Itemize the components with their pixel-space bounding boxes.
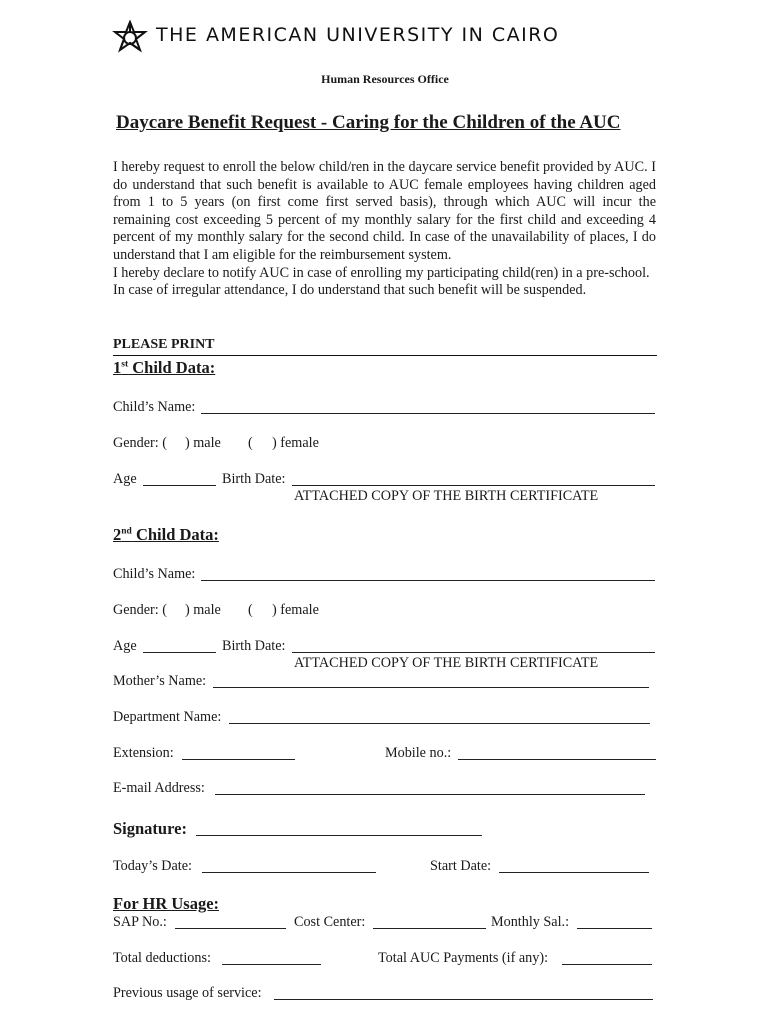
child2-heading bbox=[113, 525, 219, 545]
mother-name-field[interactable] bbox=[213, 687, 649, 688]
signature-label: Signature: bbox=[113, 819, 187, 838]
extension-label: Extension: bbox=[113, 745, 174, 761]
monthly-salary-label: Monthly Sal.: bbox=[491, 914, 570, 930]
section-divider bbox=[113, 355, 657, 356]
child2-age-label: Age bbox=[113, 638, 137, 654]
child2-ordinal: nd bbox=[121, 526, 132, 537]
child1-age-label: Age bbox=[113, 471, 137, 487]
intro-paragraph: I hereby declare to notify AUC in case of enrolling my participating child(ren) in a pre-school. bbox=[113, 264, 650, 281]
intro-paragraph: I hereby request to enroll the below child/ren in the daycare service benefit provided by AUC. I do understand that such benefit is available to AUC female employees having children aged from 1 to 5 years (on first come first served basis), through which AUC will incur the remaining cost exceeding 5 percent of my monthly salary for the first child and exceeding 4 percent of my monthly salary for the second child. In case of the unavailability of places, I do understand that I am eligible for the reimbursement system. bbox=[113, 159, 656, 263]
please-print-label: PLEASE PRINT bbox=[113, 337, 215, 352]
previous-usage-field[interactable] bbox=[274, 999, 653, 1000]
cost-center-field[interactable] bbox=[373, 928, 486, 929]
total-payments-field[interactable] bbox=[562, 964, 652, 965]
child2-number: 2 bbox=[113, 525, 122, 544]
mobile-label: Mobile no.: bbox=[385, 745, 452, 761]
start-date-label: Start Date: bbox=[430, 858, 492, 874]
child2-attached-note: ATTACHED COPY OF THE BIRTH CERTIFICATE bbox=[294, 655, 599, 671]
university-name: THE AMERICAN UNIVERSITY IN CAIRO bbox=[156, 24, 560, 46]
child2-birthdate-label: Birth Date: bbox=[222, 638, 286, 654]
child2-birthdate-field[interactable] bbox=[292, 652, 655, 653]
today-date-field[interactable] bbox=[202, 872, 376, 873]
intro-text bbox=[113, 159, 656, 300]
total-deductions-label: Total deductions: bbox=[113, 950, 211, 966]
child1-birthdate-field[interactable] bbox=[292, 485, 655, 486]
department-field[interactable] bbox=[229, 723, 650, 724]
hr-usage-heading: For HR Usage: bbox=[113, 894, 220, 913]
intro-paragraph: In case of irregular attendance, I do understand that such benefit will be suspended. bbox=[113, 282, 587, 299]
child1-attached-note: ATTACHED COPY OF THE BIRTH CERTIFICATE bbox=[294, 488, 599, 504]
child2-heading-text: Child Data: bbox=[131, 525, 219, 544]
child2-female-option[interactable]: ) female bbox=[272, 602, 319, 618]
child1-female-option[interactable]: ) female bbox=[272, 435, 319, 451]
extension-field[interactable] bbox=[182, 759, 295, 760]
child2-name-field[interactable] bbox=[201, 580, 655, 581]
child1-name-label: Child’s Name: bbox=[113, 399, 196, 415]
child1-birthdate-label: Birth Date: bbox=[222, 471, 286, 487]
office-name: Human Resources Office bbox=[321, 72, 449, 86]
child1-heading bbox=[113, 358, 215, 378]
child1-number: 1 bbox=[113, 358, 122, 377]
child1-gender-label: Gender: ( bbox=[113, 435, 167, 451]
total-deductions-field[interactable] bbox=[222, 964, 321, 965]
child1-ordinal: st bbox=[121, 359, 129, 370]
child2-gender-label: Gender: ( bbox=[113, 602, 167, 618]
email-label: E-mail Address: bbox=[113, 780, 205, 796]
start-date-field[interactable] bbox=[499, 872, 649, 873]
sap-label: SAP No.: bbox=[113, 914, 167, 930]
signature-field[interactable] bbox=[196, 835, 482, 836]
monthly-salary-field[interactable] bbox=[577, 928, 652, 929]
child1-heading-text: Child Data: bbox=[128, 358, 216, 377]
document-title: Daycare Benefit Request - Caring for the Children of the AUC bbox=[116, 112, 621, 133]
mobile-field[interactable] bbox=[458, 759, 656, 760]
child2-age-field[interactable] bbox=[143, 652, 216, 653]
previous-usage-label: Previous usage of service: bbox=[113, 985, 262, 1001]
mother-name-label: Mother’s Name: bbox=[113, 673, 207, 689]
child1-female-paren: ( bbox=[248, 435, 253, 451]
child2-male-option[interactable]: ) male bbox=[185, 602, 221, 618]
child1-age-field[interactable] bbox=[143, 485, 216, 486]
child1-name-field[interactable] bbox=[201, 413, 655, 414]
child2-female-paren: ( bbox=[248, 602, 253, 618]
cost-center-label: Cost Center: bbox=[294, 914, 366, 930]
total-payments-label: Total AUC Payments (if any): bbox=[378, 950, 549, 966]
child1-male-option[interactable]: ) male bbox=[185, 435, 221, 451]
child2-name-label: Child’s Name: bbox=[113, 566, 196, 582]
email-field[interactable] bbox=[215, 794, 645, 795]
auc-logo-icon bbox=[112, 20, 148, 56]
department-label: Department Name: bbox=[113, 709, 222, 725]
sap-field[interactable] bbox=[175, 928, 286, 929]
today-date-label: Today’s Date: bbox=[113, 858, 192, 874]
